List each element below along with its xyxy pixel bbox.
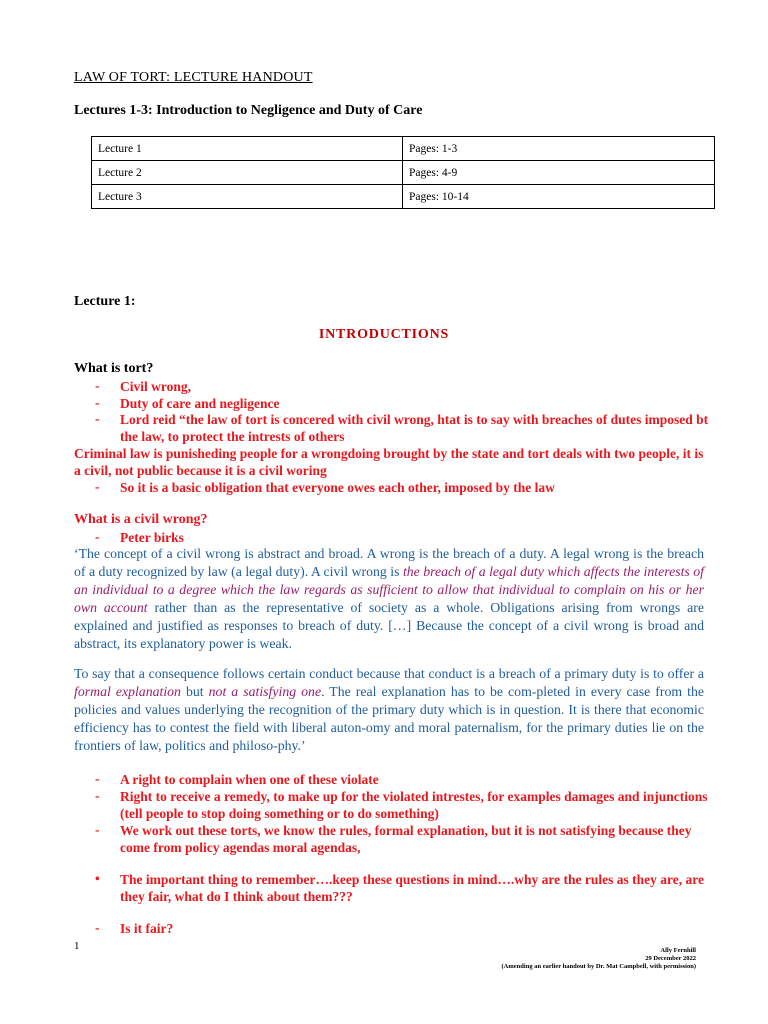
list-item-text: Right to receive a remedy, to make up for the violated intrestes, for examples damages and injunctions (tell people to stop doing something or to do something) — [120, 789, 708, 821]
list-item-text: The important thing to remember….keep these questions in mind….why are the rules as they are, are they fair, what do I think about them??? — [120, 872, 704, 904]
document-subtitle: Lectures 1-3: Introduction to Negligence and Duty of Care — [74, 103, 423, 118]
list-item-text: A right to complain when one of these violate — [120, 772, 379, 787]
footer-author: Ally Fernhill — [660, 947, 696, 954]
quote-emphasis: the breach of a legal duty which affects the interests of an individual to a degree which the law regards as sufficient to allow that individual to complain on his or her own account — [74, 564, 704, 615]
table-cell-lecture: Lecture 1 — [92, 137, 403, 161]
table-cell-pages: Pages: 10-14 — [403, 185, 715, 209]
table-cell-lecture: Lecture 2 — [92, 161, 403, 185]
table-row — [92, 137, 715, 161]
list-item-text: So it is a basic obligation that everyone owes each other, imposed by the law — [120, 480, 555, 495]
list-item-text: Civil wrong, — [120, 379, 192, 394]
list-item-text: Lord reid “the law of tort is concered with civil wrong, htat is to say with breaches of dutes imposed bt the law, to protect the intrests of others — [120, 412, 709, 444]
lecture-schedule-table — [91, 136, 715, 209]
table-cell-lecture: Lecture 3 — [92, 185, 403, 209]
footer-date: 29 December 2022 — [645, 955, 696, 962]
list-item-text: Duty of care and negligence — [120, 396, 280, 411]
document-title: LAW OF TORT: LECTURE HANDOUT — [74, 70, 313, 85]
lecture1-heading: Lecture 1: — [74, 294, 136, 309]
document-page: LAW OF TORT: LECTURE HANDOUT Lectures 1-3: Introduction to Negligence and Duty of Care Lecture 1 Pages: 1-3 Lecture 2 Pages: 4-9 Lecture 3 Pages: 10-14 Lecture 1: INTRODUCTIONS What is tort? - Civil wrong, - Duty of care and negligence - Lord reid “the law of tort is concered with civil wrong, htat is to say with breaches of dutes imposed bt the law, to protect the intrests of others Criminal law is punisheding people for a wrongdoing brought by the state and tort deals with two people, it is a civil, not public because it is a civil woring - So it is a basic obligation that everyone owes each other, imposed by the law What is a civil wrong? - Peter birks ‘The concept of a civil wrong is abstract and broad. A wrong is the breach of a duty. A legal wrong is the breach of a duty recognized by law (a legal duty). A civil wrong is the breach of a legal duty which affects the interests of an individual to a degree which the law regards as sufficient to allow that individual to complain on his or her own account rather than as the representative of society as a whole. Obligations arising from wrongs are explained and justified as responses to breach of duty. […] Because the concept of a civil wrong is broad and abstract, its explanatory power is weak. To say that a consequence follows certain conduct because that conduct is a breach of a primary duty is to offer a formal explanation but not a satisfying one. The real explanation has to be com-pleted in every case from the policies and values underlying the recognition of the primary duty which is in question. It is there that economic efficiency has to contest the field with liberal auton-omy and moral paternalism, for the primary duties lie on the frontiers of law, politics and philoso-phy.’ - A right to complain when one of these violate - Right to receive a remedy, to make up for the violated intrestes, for examples damages and injunctions (tell people to stop doing something or to do something) - We work out these torts, we know the rules, formal explanation, but it is not satisfying because they come from policy agendas moral agendas, • The important thing to remember….keep these questions in mind….why are the rules as they are, are they fair, what do I think about them??? - Is it fair? 1 Ally Fernhill 29 December 2022 (Amending an earlier handout by Dr. Mat Campbell, with permission) — [0, 0, 768, 1024]
table-cell-pages: Pages: 4-9 — [403, 161, 715, 185]
table-row — [92, 161, 715, 185]
birks-quote-paragraph-2: To say that a consequence follows certain conduct because that conduct is a breach of a primary duty is to offer a formal explanation but not a satisfying one. The real explanation has to be com-pleted in every case from the policies and values underlying the recognition of the primary duty which is in question. It is there that economic efficiency has to contest the field with liberal auton-omy and moral paternalism, for the primary duties lie on the frontiers of law, politics and philoso-phy.’ — [74, 666, 705, 753]
page-number: 1 — [74, 940, 80, 952]
quote-emphasis: formal explanation — [74, 684, 181, 699]
quote-emphasis: not a satisfying one — [208, 684, 322, 699]
footer-note: (Amending an earlier handout by Dr. Mat Campbell, with permission) — [501, 963, 696, 970]
criminal-law-paragraph: Criminal law is punisheding people for a wrongdoing brought by the state and tort deals with two people, it is a civil, not public because it is a civil woring — [74, 446, 704, 478]
list-item-text: Is it fair? — [120, 921, 174, 936]
list-item-text: Peter birks — [120, 530, 184, 545]
what-is-tort-heading: What is tort? — [74, 361, 154, 376]
section-heading: INTRODUCTIONS — [318, 327, 450, 342]
table-cell-pages: Pages: 1-3 — [403, 137, 715, 161]
birks-quote-paragraph-1: ‘The concept of a civil wrong is abstract and broad. A wrong is the breach of a duty. A legal wrong is the breach of a duty recognized by law (a legal duty). A civil wrong is the breach of a legal duty which affects the interests of an individual to a degree which the law regards as sufficient to allow that individual to complain on his or her own account rather than as the representative of society as a whole. Obligations arising from wrongs are explained and justified as responses to breach of duty. […] Because the concept of a civil wrong is broad and abstract, its explanatory power is weak. — [74, 546, 704, 651]
list-item-text: We work out these torts, we know the rules, formal explanation, but it is not satisfying because they come from policy agendas moral agendas, — [120, 823, 692, 855]
civil-wrong-heading: What is a civil wrong? — [74, 512, 208, 527]
table-row — [92, 185, 715, 209]
